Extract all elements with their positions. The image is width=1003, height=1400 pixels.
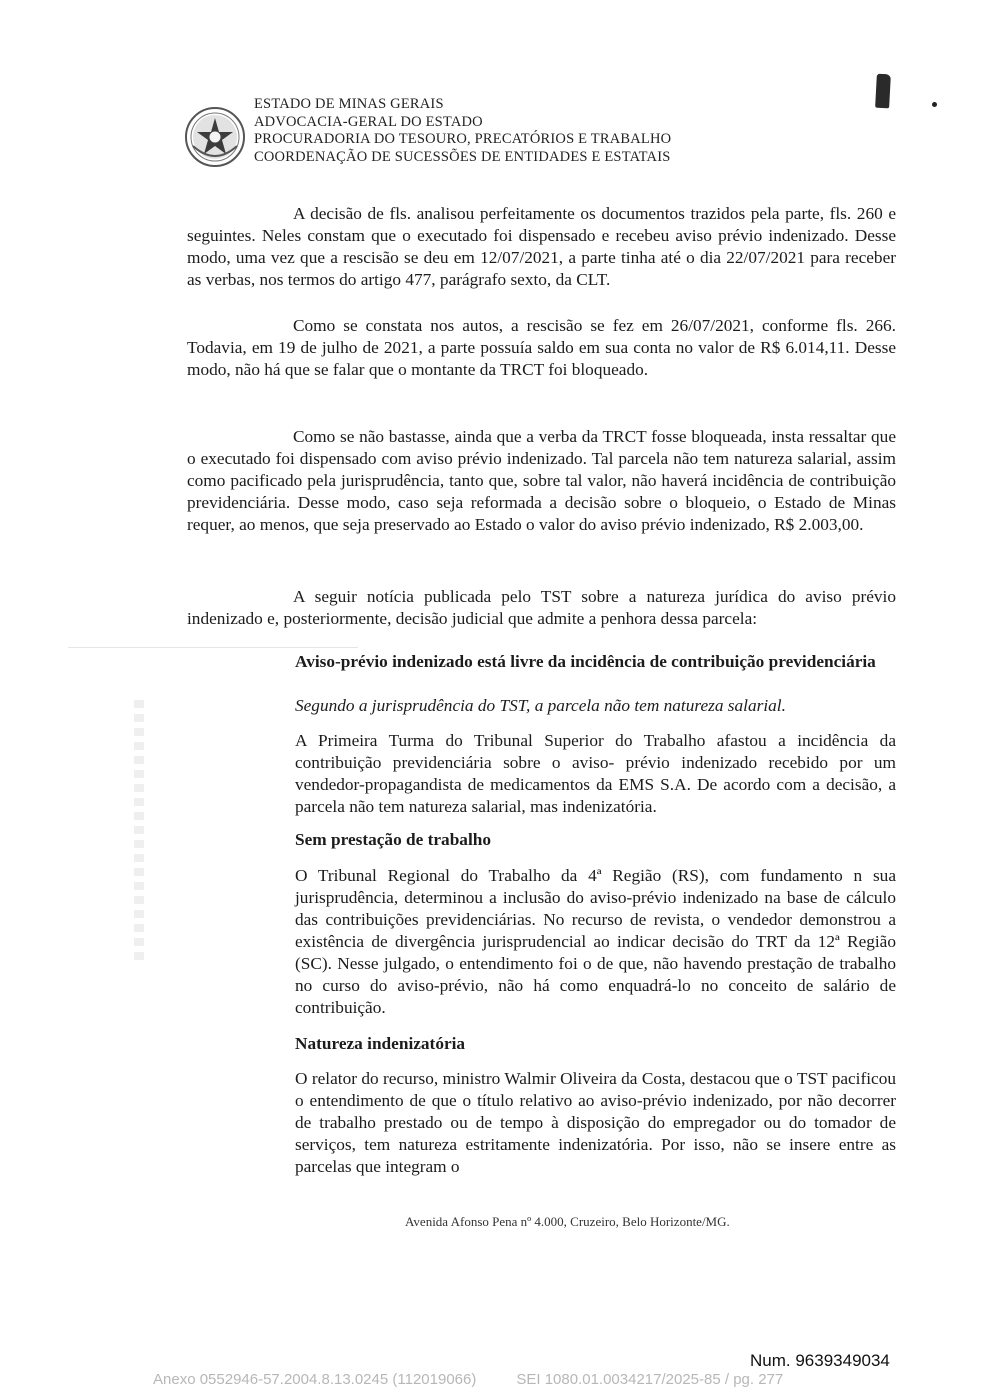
quote-heading: Sem prestação de trabalho [295,830,492,849]
letterhead-line: COORDENAÇÃO DE SUCESSÕES DE ENTIDADES E ESTATAIS [254,148,671,165]
letterhead [254,96,671,166]
scan-artifact [68,647,358,648]
letterhead-line: ADVOCACIA-GERAL DO ESTADO [254,113,483,130]
footer-address: Avenida Afonso Pena nº 4.000, Cruzeiro, Belo Horizonte/MG. [405,1214,730,1229]
annex-footer [153,1371,783,1388]
body-paragraph: A seguir notícia publicada pelo TST sobre a natureza jurídica do aviso prévio indenizado e, posteriormente, decisão judicial que admite a penhora dessa parcela: [187,587,896,628]
quote-heading: Natureza indenizatória [295,1034,466,1053]
quote-title: Aviso-prévio indenizado está livre da incidência de contribuição previdenciária [295,652,876,671]
letterhead-line: ESTADO DE MINAS GERAIS [254,96,444,112]
body-paragraph: A decisão de fls. analisou perfeitamente os documentos trazidos pela parte, fls. 260 e seguintes. Neles constam que o executado foi dispensado e recebeu aviso prévio indenizado. Desse modo, uma vez que a rescisão se deu em 12/07/2021, a parte tinha até o dia 22/07/2021 para receber as verbas, nos termos do artigo 477, parágrafo sexto, da CLT. [187,204,896,289]
coat-of-arms-icon [184,106,246,168]
body-paragraph: Como se constata nos autos, a rescisão se fez em 26/07/2021, conforme fls. 266. Todavia, em 19 de julho de 2021, a parte possuía saldo em sua conta no valor de R$ 6.014,11. Desse modo, não há que se falar que o montante da TRCT foi bloqueado. [187,316,896,379]
scan-dot [932,102,937,107]
document-number: Num. 9639349034 [750,1351,890,1370]
body-paragraph: Como se não bastasse, ainda que a verba da TRCT fosse bloqueada, insta ressaltar que o executado foi dispensado com aviso prévio indenizado. Tal parcela não tem natureza salarial, assim como pacificado pela jurisprudência, tanto que, sobre tal valor, não haverá incidência de contribuição previdenciária. Desse modo, caso seja reformada a decisão sobre o bloqueio, o Estado de Minas requer, ao menos, que seja preservado ao Estado o valor do aviso prévio indenizado, R$ 2.003,00. [187,427,896,534]
annex-reference: Anexo 0552946-57.2004.8.13.0245 (112019066) [153,1371,477,1388]
quote-paragraph: A Primeira Turma do Tribunal Superior do Trabalho afastou a incidência da contribuição previdenciária sobre o aviso- prévio indenizado recebido por um vendedor-propagandista de medicamentos da EMS S.A. De acordo com a decisão, a parcela não tem natureza salarial, mas indenizatória. [295,731,896,816]
quote-paragraph: O relator do recurso, ministro Walmir Oliveira da Costa, destacou que o TST pacificou o entendimento de que o título relativo ao aviso-prévio indenizado, por não decorrer de trabalho prestado ou de tempo à disposição do empregador ou do tomador de serviços, tem natureza estritamente indenizatória. Por isso, não se insere entre as parcelas que integram o [295,1069,896,1176]
sei-reference: SEI 1080.01.0034217/2025-85 / pg. 277 [516,1371,784,1388]
scan-artifact [134,700,144,960]
letterhead-line: PROCURADORIA DO TESOURO, PRECATÓRIOS E TRABALHO [254,131,672,147]
scan-mark [875,74,891,109]
quote-subtitle: Segundo a jurisprudência do TST, a parcela não tem natureza salarial. [295,696,786,715]
quote-paragraph: O Tribunal Regional do Trabalho da 4ª Região (RS), com fundamento n sua jurisprudência, determinou a inclusão do aviso-prévio indenizado na base de cálculo das contribuições previdenciárias. No recurso de revista, o vendedor demonstrou a existência de divergência jurisprudencial ao indicar decisão do TRT da 12ª Região (SC). Nesse julgado, o entendimento foi o de que, não havendo prestação de trabalho no curso do aviso-prévio, não há como enquadrá-lo no conceito de salário de contribuição. [295,866,896,1017]
